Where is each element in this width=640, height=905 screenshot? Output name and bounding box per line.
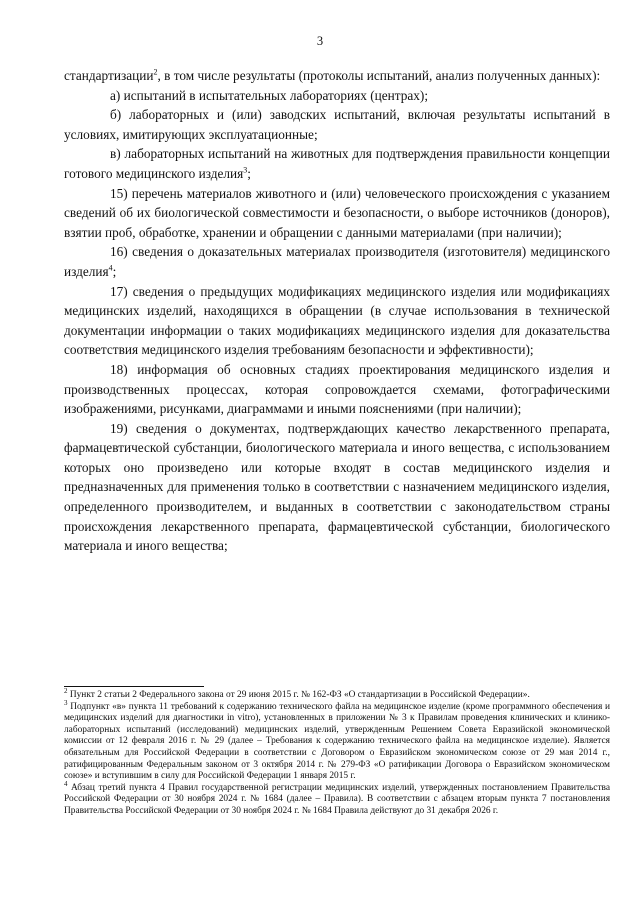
main-text: [64, 66, 610, 556]
paragraph-0: стандартизации$^2$, в том числе результаты (протоколы испытаний, анализ полученных данных):: [64, 67, 601, 83]
footnote-ref-3[interactable]: 3: [243, 165, 248, 175]
paragraph-v: в) лабораторных испытаний на животных для подтверждения правильности концепции готового медицинского изделия$^3$;: [64, 146, 610, 181]
footnote-2: $^2$ Пункт 2 статьи 2 Федерального закона от 29 июня 2015 г. № 162-ФЗ «О стандартизации в Российской Федерации».: [64, 686, 530, 700]
paragraph-a: а) испытаний в испытательных лабораториях (центрах);: [110, 87, 429, 103]
paragraph-18: 18) информация об основных стадиях проектирования медицинского изделия и производственных процессах, которая сопровождается схемами, фотографическими изображениями, рисунками, диаграммами и иными пояснениями (при наличии);: [64, 361, 610, 417]
paragraph-15: 15) перечень материалов животного и (или) человеческого происхождения с указанием сведений об их биологической совместимости и безопасности, о выборе источников (доноров), взятии проб, обработке, хранении и обращении с данными материалами (при наличии);: [64, 185, 610, 240]
paragraph-16: 16) сведения о доказательных материалах производителя (изготовителя) медицинского изделия$^4$;: [64, 244, 610, 279]
paragraph-b: б) лабораторных и (или) заводских испытаний, включая результаты испытаний в условиях, имитирующих эксплуатационные;: [64, 107, 610, 142]
page-number: 3: [316, 34, 324, 48]
paragraph-19: 19) сведения о документах, подтверждающих качество лекарственного препарата, фармацевтической субстанции, биологического материала и иного вещества, с использованием которых оно произведено или которые входят в состав медицинского изделия и предназначенных для применения только в соответствии с назначением медицинского изделия, определенного производителем, и выданных в соответствии с законодательством страны происхождения лекарственного препарата, фармацевтической субстанции, биологического материала и иного вещества;: [64, 420, 610, 554]
footnote-ref-2[interactable]: 2: [153, 67, 158, 77]
paragraph-17: 17) сведения о предыдущих модификациях медицинского изделия или модификациях медицинских изделий, находящихся в обращении (в случае использования в технической документации информации о таких модификациях медицинского изделия для доказательства соответствия медицинского изделия требованиям безопасности и эффективности);: [64, 283, 610, 358]
footnotes: [64, 686, 610, 818]
footnote-divider: [64, 686, 204, 687]
footnote-3: $^3$ Подпункт «в» пункта 11 требований к содержанию технического файла на медицинское изделие (кроме программного обеспечения и медицинских изделий для диагностики in vitro), установленных в приложении № 3 к Правилам проведения клинических и клинико-лабораторных испытаний (исследований) медицинских изделий, утвержденным Решением Совета Евразийской экономической комиссии от 12 февраля 2016 г. № 29 (далее – Требования к содержанию технического файла на медицинское изделие). Является обязательным для Российской Федерации в соответствии с Договором о Евразийском экономическом союзе от 29 мая 2014 г., ратифицированным Федеральным законом от 3 октября 2014 г. № 279-ФЗ «О ратификации Договора о Евразийском экономическом союзе» и вступившим в силу для Российской Федерации 1 января 2015 г.: [64, 698, 610, 782]
footnote-4: $^4$ Абзац третий пункта 4 Правил государственной регистрации медицинских изделий, утвержденных постановлением Правительства Российской Федерации от 30 ноября 2024 г. № 1684 (далее – Правила). В соответствии с абзацем вторым пункта 7 постановления Правительства Российской Федерации от 30 ноября 2024 г. № 1684 Правила действуют до 31 декабря 2026 г.: [64, 779, 610, 816]
footnote-ref-4[interactable]: 4: [108, 263, 113, 273]
